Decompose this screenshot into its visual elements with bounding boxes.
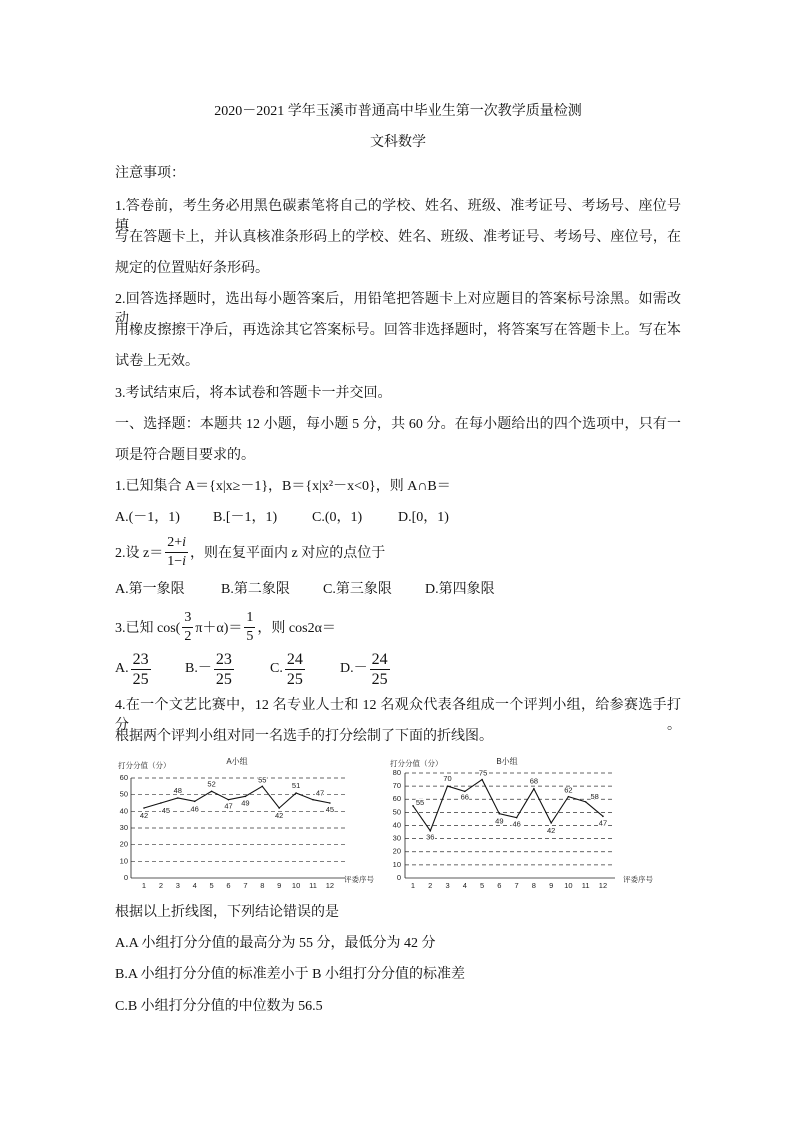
data-label: 51 [291,780,301,790]
option-fraction [214,650,234,689]
q2-stem-suffix: ，则在复平面内 z 对应的点位于 [190,546,386,561]
x-tick-label: 8 [531,880,536,890]
q2-option-b: B.第二象限 [221,582,290,597]
x-tick-label: 9 [277,880,282,890]
series-line [413,780,603,831]
notes-line: 写在答题卡上，并认真核准条形码上的学校、姓名、班级、准考证号、考场号、座位号，在 [115,230,681,245]
notes-line: 用橡皮擦擦干净后，再选涂其它答案标号。回答非选择题时，将答案写在答题卡上。写在本 [115,323,681,338]
data-label: 42 [139,810,149,820]
imaginary-unit: i [182,553,187,569]
data-label: 49 [241,798,250,808]
exam-title: 2020－2021 学年玉溪市普通高中毕业生第一次教学质量检测 [214,104,582,119]
x-tick-label: 5 [479,880,485,890]
q1-option-c: C.(0，1) [312,510,363,525]
x-tick-label: 6 [226,880,231,890]
option-fraction [131,650,151,689]
q2-option-a: A.第一象限 [115,582,185,597]
x-tick-label: 9 [549,880,554,890]
data-point [329,802,331,804]
numerator-text: 2+ [167,534,183,550]
data-point [481,779,483,781]
y-tick-label: 0 [123,872,128,882]
data-point [602,816,604,818]
chart-b-line-chart [380,752,665,894]
y-tick-label: 60 [119,772,128,782]
data-label: 75 [478,768,488,778]
data-point [447,785,449,787]
data-point [211,791,213,793]
fraction-denominator: 25 [371,670,388,688]
q3-fraction-value [244,609,255,646]
x-tick-label: 12 [325,880,335,890]
q3-options [115,648,681,690]
y-tick-label: 40 [119,806,128,816]
chart-title: A小组 [226,757,248,767]
x-tick-label: 4 [192,880,197,890]
data-point [550,822,552,824]
data-point [499,813,501,815]
notes-heading: 注意事项： [115,166,185,181]
x-tick-label: 4 [462,880,467,890]
notes-line: 3.考试结束后，将本试卷和答题卡一并交回。 [115,386,392,401]
q3-option-a [115,648,153,690]
y-tick-label: 70 [392,781,401,791]
y-tick-label: 50 [119,789,128,799]
y-tick-label: 30 [392,833,401,843]
data-point [143,807,145,809]
fraction-numerator: 1 [246,609,254,625]
data-point [585,801,587,803]
option-label: B. [185,661,198,676]
fraction-denominator: 5 [246,628,254,644]
data-point [295,792,297,794]
x-tick-label: 3 [175,880,180,890]
data-point [516,817,518,819]
q3-stem [115,607,681,647]
y-tick-label: 80 [392,767,401,777]
data-label: 62 [564,785,573,795]
x-tick-label: 12 [598,880,608,890]
q1-options [115,508,681,528]
data-label: 46 [190,804,199,814]
q2-stem-prefix: 2.设 z＝ [115,546,164,561]
q4-option-b: B.A 小组打分分值的标准差小于 B 小组打分分值的标准差 [115,967,466,982]
fraction-numerator: 23 [132,650,149,668]
q4-followup: 根据以上折线图，下列结论错误的是 [115,905,339,920]
option-fraction [285,650,305,689]
x-tick-label: 1 [410,880,416,890]
y-tick-label: 20 [119,839,128,849]
fraction-denominator [165,552,188,571]
data-label: 58 [590,791,599,801]
q1-option-d: D.[0，1) [398,510,449,525]
q2-stem [115,532,681,572]
data-label: 45 [161,805,171,815]
x-tick-label: 5 [209,880,214,890]
fraction-denominator: 25 [215,670,232,688]
data-point [160,802,162,804]
y-tick-label: 60 [392,794,401,804]
data-point [312,799,314,801]
data-label: 66 [460,792,469,802]
notes-line: 1.答卷前，考生务必用黑色碳素笔将自己的学校、姓名、班级、准考证号、考场号、座位号填 [115,199,681,234]
data-label: 48 [173,785,182,795]
option-label: A. [115,661,129,676]
data-point [245,796,247,798]
q2-fraction [165,534,188,571]
x-tick-label: 11 [309,880,317,890]
q3-fraction-angle [182,609,193,646]
x-tick-label: 11 [581,880,590,890]
data-point [568,796,570,798]
imaginary-unit: i [182,534,187,550]
data-point [228,799,230,801]
data-label: 47 [598,818,608,828]
q1-stem: 1.已知集合 A＝{x|x≥－1}，B＝{x|x²－x<0}，则 A∩B＝ [115,479,451,494]
data-point [429,830,431,832]
q4-option-a: A.A 小组打分分值的最高分为 55 分，最低分为 42 分 [115,936,436,951]
option-label: C. [270,661,283,676]
y-tick-label: 10 [392,859,401,869]
option-fraction [370,650,390,689]
q3-option-d [340,648,392,690]
q4-option-c: C.B 小组打分分值的中位数为 56.5 [115,999,323,1014]
y-tick-label: 30 [119,822,128,832]
notes-line: 规定的位置贴好条形码。 [115,261,269,276]
data-label: 46 [512,819,521,829]
y-tick-label: 20 [392,846,401,856]
section-heading: 一、选择题：本题共 12 小题，每小题 5 分，共 60 分。在每小题给出的四个选项中，只有一 [115,417,681,432]
q1-option-b: B.[－1，1) [213,510,278,525]
q4-stem: 根据两个评判小组对同一名选手的打分绘制了下面的折线图。 [115,729,493,744]
data-label: 42 [275,810,284,820]
exam-subject: 文科数学 [370,135,426,150]
q3-option-b [185,648,236,690]
data-label: 45 [325,804,335,814]
data-point [533,788,535,790]
option-sign: － [353,661,368,676]
q3-stem-middle: π＋α)＝ [195,621,243,636]
x-tick-label: 3 [445,880,450,890]
x-tick-label: 10 [291,880,301,890]
q2-options [115,580,681,600]
x-tick-label: 2 [158,880,163,890]
x-axis-label: 评委序号 [344,874,374,884]
x-tick-label: 6 [497,880,502,890]
x-axis-label: 评委序号 [623,874,653,884]
data-point [194,801,196,803]
denominator-text: 1− [167,553,183,569]
q1-option-a: A.(－1，1) [115,510,180,525]
data-label: 55 [258,775,267,785]
data-label: 52 [207,779,216,789]
fraction-numerator [165,534,188,552]
x-tick-label: 10 [564,880,573,890]
q2-option-c: C.第三象限 [323,582,392,597]
option-label: D. [340,661,354,676]
data-label: 36 [426,832,435,842]
series-line [144,786,330,808]
q3-stem-prefix: 3.已知 cos( [115,621,181,636]
x-tick-label: 1 [141,880,147,890]
chart-title: B小组 [496,757,518,767]
notes-line: 试卷上无效。 [115,354,199,369]
fraction-numerator: 24 [371,650,388,668]
data-label: 55 [415,797,425,807]
x-tick-label: 7 [514,880,519,890]
option-sign: － [197,661,212,676]
y-tick-label: 40 [392,820,401,830]
fraction-numerator: 3 [184,609,192,625]
fraction-denominator: 25 [286,670,303,688]
section-heading: 项是符合题目要求的。 [115,448,255,463]
q2-option-d: D.第四象限 [425,582,495,597]
y-tick-label: 10 [119,856,128,866]
q3-option-c [270,648,307,690]
y-tick-label: 50 [392,807,401,817]
data-point [177,797,179,799]
data-label: 49 [495,816,504,826]
data-label: 70 [443,774,452,784]
fraction-denominator: 2 [184,628,192,644]
y-axis-label: 打分分值（分） [390,758,443,768]
data-point [412,805,414,807]
chart-a-line-chart [115,752,377,894]
data-label: 42 [546,825,556,835]
x-tick-label: 8 [260,880,265,890]
fraction-denominator: 25 [132,670,149,688]
fraction-numerator: 24 [286,650,303,668]
fraction-numerator: 23 [215,650,232,668]
q3-stem-suffix: ，则 cos2α＝ [257,621,336,636]
data-point [262,786,264,788]
y-axis-label: 打分分值（分） [118,760,171,770]
x-tick-label: 2 [428,880,433,890]
notes-line: 2.回答选择题时，选出每小题答案后，用铅笔把答题卡上对应题目的答案标号涂黑。如需改动， [115,292,681,327]
data-label: 47 [315,788,325,798]
y-tick-label: 0 [396,872,401,882]
x-tick-label: 7 [243,880,248,890]
data-point [278,807,280,809]
data-label: 68 [529,776,539,786]
data-label: 47 [224,801,233,811]
q4-stem: 4.在一个文艺比赛中，12 名专业人士和 12 名观众代表各组成一个评判小组，给参赛选手打分。 [115,698,681,733]
